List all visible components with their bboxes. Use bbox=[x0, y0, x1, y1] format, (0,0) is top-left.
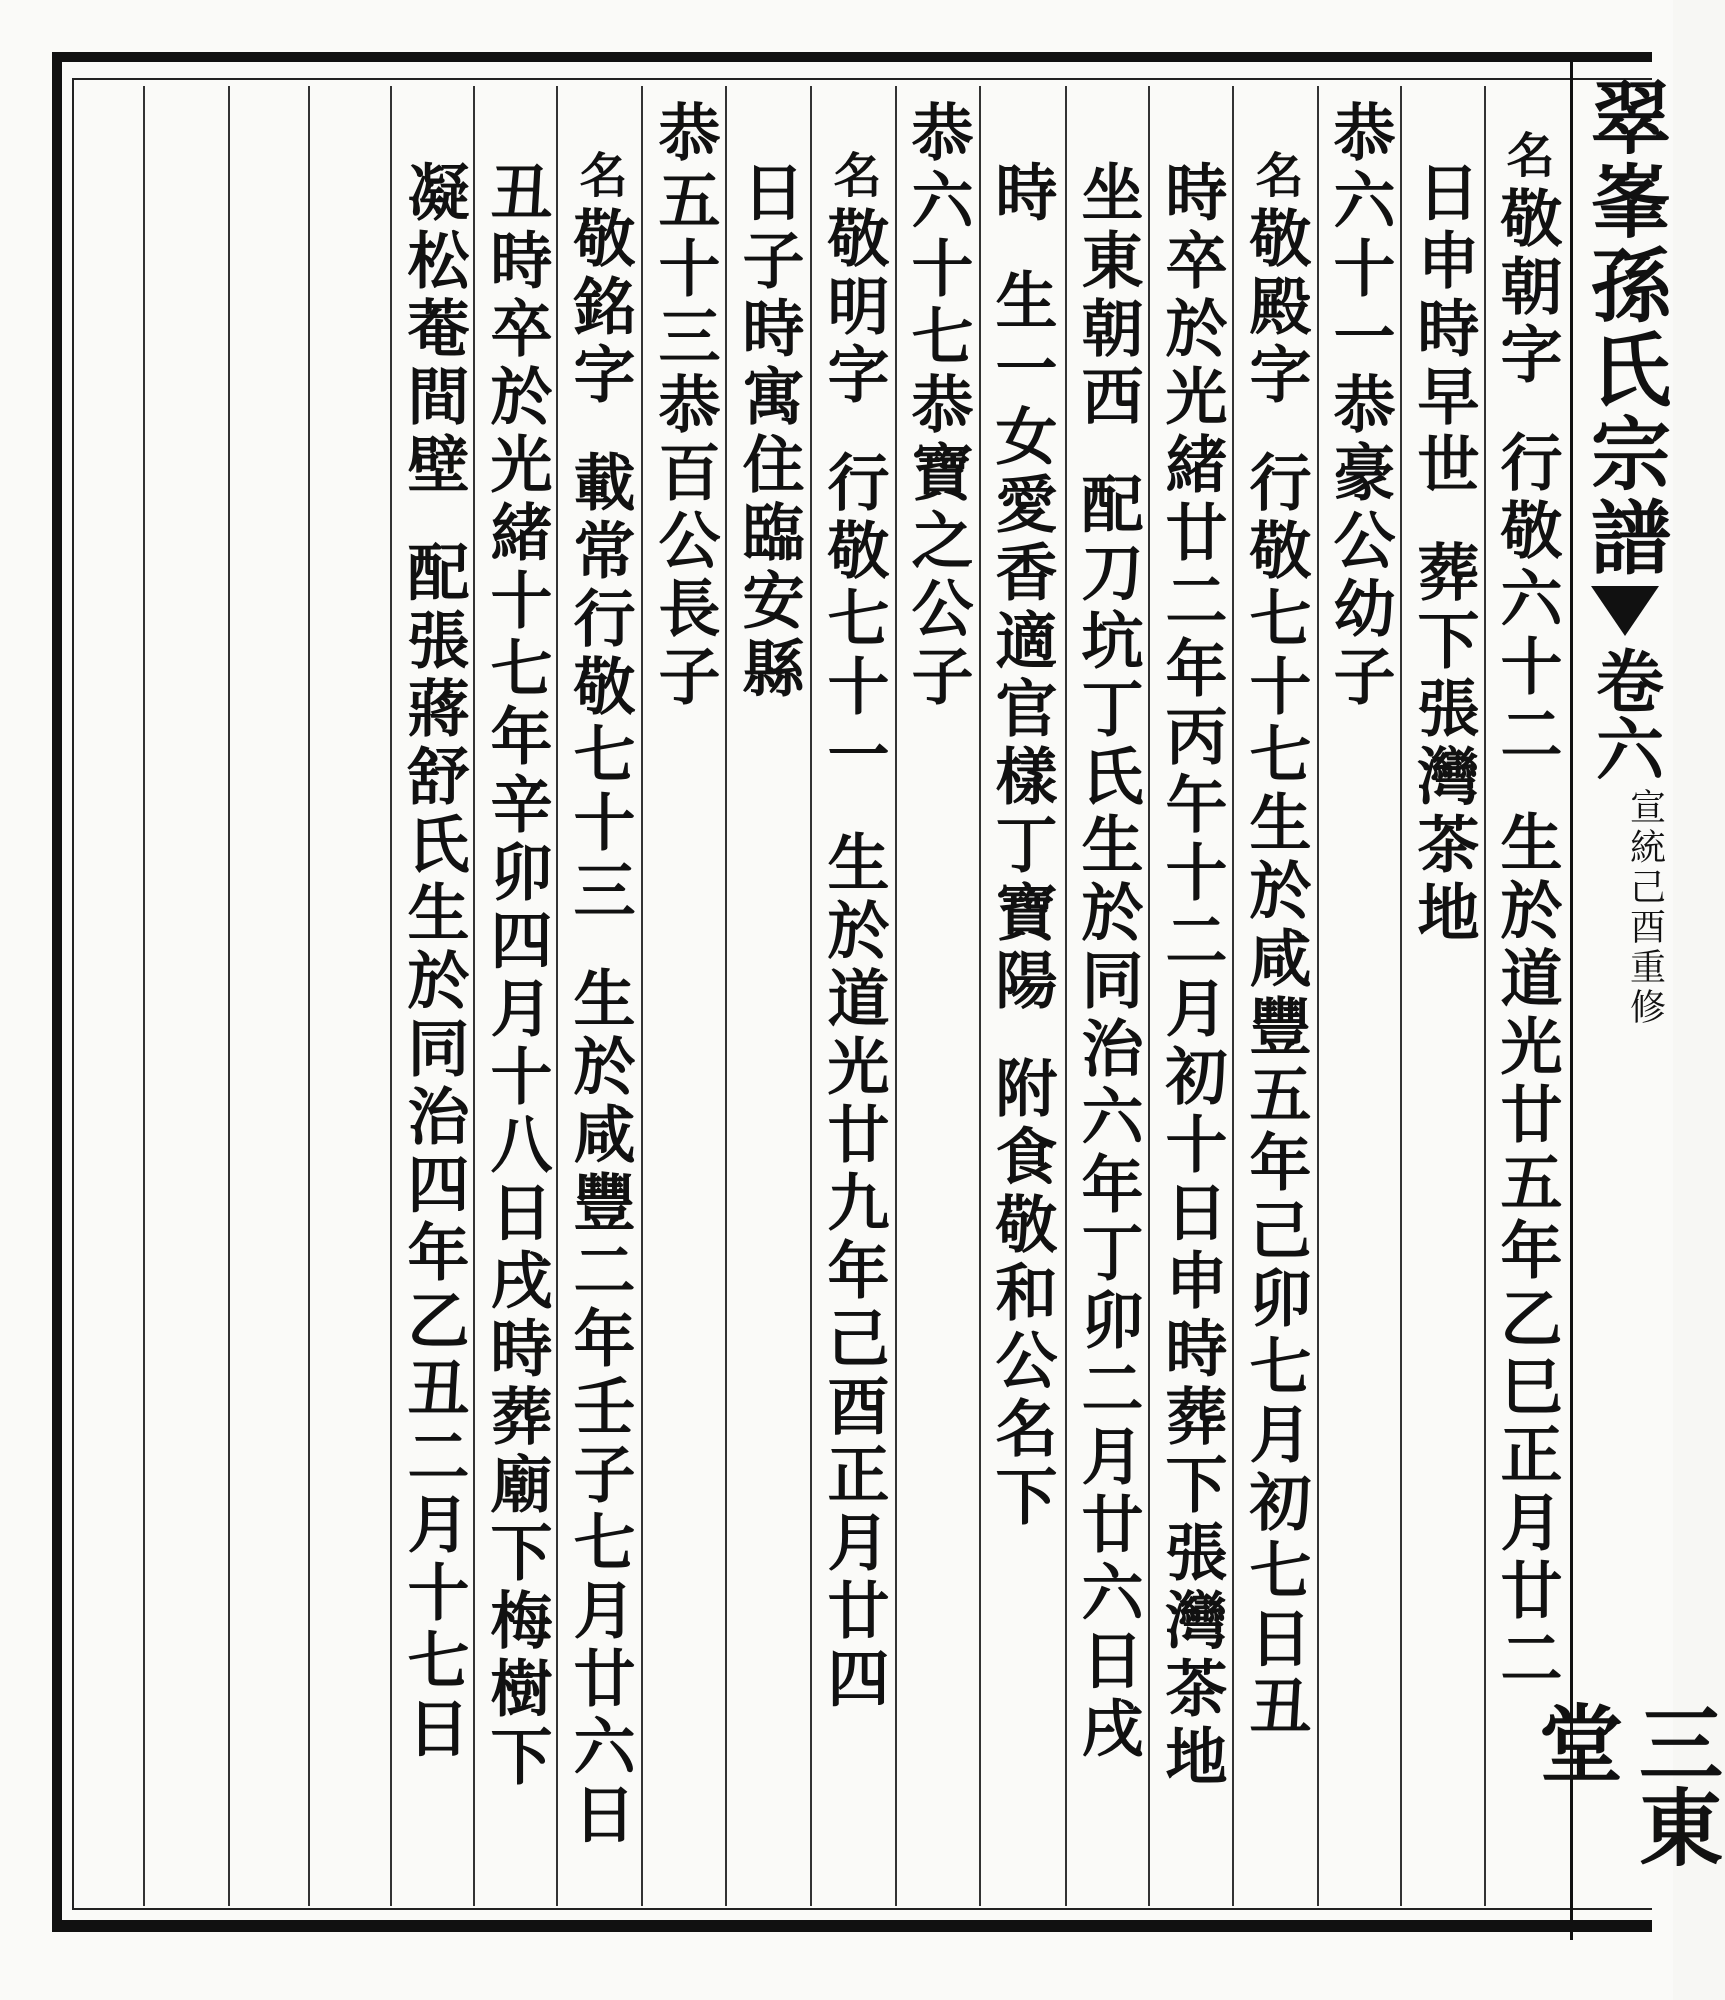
text-column-14 bbox=[392, 100, 474, 1764]
text-segment: 生於道光廿五年乙巳正月廿二 bbox=[1490, 810, 1563, 1694]
text-segment: 配刀坑丁氏生於同治六年丁卯二月廿六日戌 bbox=[1071, 472, 1144, 1764]
text-segment: 恭六十七恭寶之公子 bbox=[901, 100, 974, 712]
text-segment: 日申時早世 bbox=[1407, 160, 1480, 500]
text-column-6 bbox=[1066, 100, 1148, 1764]
text-column-13 bbox=[475, 100, 557, 1792]
column-divider bbox=[228, 86, 230, 1906]
text-segment: 凝松菴間壁 bbox=[397, 160, 470, 500]
hall-name: 三東堂 bbox=[1525, 1700, 1725, 1868]
text-segment: 敬朝字 bbox=[1490, 186, 1563, 390]
text-segment: 生於道光廿九年己酉正月廿四 bbox=[817, 830, 890, 1714]
text-segment: 附食敬和公名下 bbox=[985, 1056, 1058, 1532]
text-segment: 名 bbox=[825, 150, 881, 206]
text-segment: 坐東朝西 bbox=[1071, 160, 1144, 432]
text-segment: 恭六十一恭豪公幼子 bbox=[1323, 100, 1396, 712]
column-divider bbox=[143, 86, 145, 1906]
text-segment: 恭五十三恭百公長子 bbox=[648, 100, 721, 712]
text-segment: 日子時寓住臨安縣 bbox=[732, 160, 805, 704]
text-column-1 bbox=[1485, 100, 1567, 1694]
column-divider bbox=[308, 86, 310, 1906]
text-segment: 生一女愛香適官樣丁寶陽 bbox=[985, 268, 1058, 1016]
text-column-4 bbox=[1234, 100, 1316, 1742]
text-segment: 行敬七十七生於咸豐五年己卯七月初七日丑 bbox=[1239, 450, 1312, 1742]
text-segment: 載常行敬七十三 bbox=[563, 450, 636, 926]
text-column-12 bbox=[558, 100, 640, 1850]
text-column-2 bbox=[1402, 100, 1484, 948]
volume-label: 卷六 bbox=[1584, 646, 1665, 782]
text-segment: 敬殿字 bbox=[1239, 206, 1312, 410]
text-column-10 bbox=[727, 100, 809, 704]
text-segment: 敬明字 bbox=[817, 206, 890, 410]
fish-tail-mark-icon bbox=[1591, 586, 1659, 636]
text-segment: 敬銘字 bbox=[563, 206, 636, 410]
text-segment: 名 bbox=[1498, 130, 1554, 186]
text-column-11 bbox=[643, 100, 725, 712]
text-column-5 bbox=[1150, 100, 1232, 1792]
text-column-9 bbox=[812, 100, 894, 1714]
text-segment: 時卒於光緒廿二年丙午十二月初十日申時葬下張灣茶地 bbox=[1155, 160, 1228, 1792]
text-segment: 時 bbox=[985, 160, 1058, 228]
text-segment: 行敬七十一 bbox=[817, 450, 890, 790]
text-segment: 名 bbox=[1247, 150, 1303, 206]
text-segment: 丑時卒於光緒十七年辛卯四月十八日戌時葬廟下梅樹下 bbox=[480, 160, 553, 1792]
text-segment: 行敬六十二 bbox=[1490, 430, 1563, 770]
text-segment: 生於咸豐二年壬子七月廿六日 bbox=[563, 966, 636, 1850]
book-title: 翠峯孫氏宗譜 bbox=[1577, 76, 1672, 580]
text-column-3 bbox=[1318, 100, 1400, 712]
text-column-8 bbox=[896, 100, 978, 712]
text-column-7 bbox=[980, 100, 1062, 1532]
text-segment: 配張蔣舒氏生於同治四年乙丑二月十七日 bbox=[397, 540, 470, 1764]
text-segment: 葬下張灣茶地 bbox=[1407, 540, 1480, 948]
revision-note: 宣統己酉重修 bbox=[1624, 788, 1666, 1028]
text-segment: 名 bbox=[571, 150, 627, 206]
